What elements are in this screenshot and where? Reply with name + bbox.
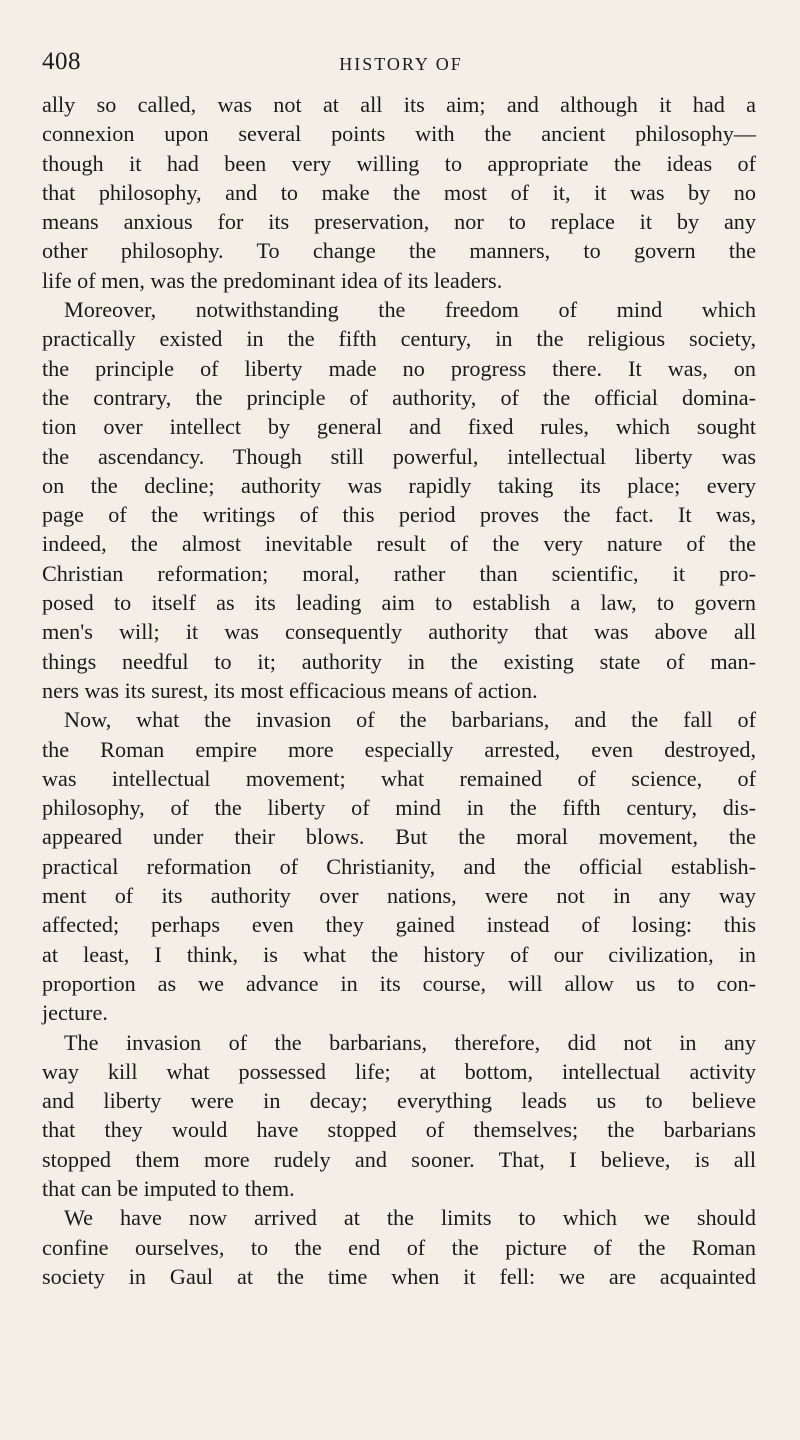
text-line: affected; perhaps even they gained instead of losing: this — [42, 912, 756, 938]
text-line: was intellectual movement; what remained of science, of — [42, 765, 756, 791]
text-line: other philosophy. To change the manners, to govern the — [42, 238, 756, 264]
text-line: means anxious for its preservation, nor to replace it by any — [42, 209, 756, 235]
text-line: practically existed in the fifth century, in the religious society, — [42, 326, 756, 352]
text-line: that philosophy, and to make the most of it, it was by no — [42, 179, 756, 205]
text-line: life of men, was the predominant idea of its leaders. — [42, 267, 503, 293]
text-line: jecture. — [42, 1000, 108, 1026]
running-head: HISTORY OF — [339, 54, 463, 74]
text-line: Moreover, notwithstanding the freedom of mind which — [64, 297, 756, 323]
text-line: Christian reformation; moral, rather than scientific, it pro- — [42, 560, 756, 586]
text-line: The invasion of the barbarians, therefore, did not in any — [64, 1029, 756, 1055]
page-header — [42, 48, 760, 78]
text-line: stopped them more rudely and sooner. That, I believe, is all — [42, 1146, 756, 1172]
text-line: Now, what the invasion of the barbarians, and the fall of — [64, 707, 756, 733]
text-line: the ascendancy. Though still powerful, intellectual liberty was — [42, 443, 756, 469]
text-line: appeared under their blows. But the moral movement, the — [42, 824, 756, 850]
text-line: tion over intellect by general and fixed rules, which sought — [42, 414, 756, 440]
text-line: ment of its authority over nations, were not in any way — [42, 883, 756, 909]
text-line: society in Gaul at the time when it fell: we are acquainted — [42, 1263, 756, 1289]
text-line: men's will; it was consequently authority that was above all — [42, 619, 756, 645]
text-line: page of the writings of this period proves the fact. It was, — [42, 502, 756, 528]
text-line: the principle of liberty made no progress there. It was, on — [42, 355, 756, 381]
text-line: things needful to it; authority in the existing state of man- — [42, 648, 756, 674]
text-line: connexion upon several points with the ancient philosophy— — [42, 121, 756, 147]
text-line: though it had been very willing to appropriate the ideas of — [42, 150, 756, 176]
text-line: ners was its surest, its most efficacious means of action. — [42, 677, 538, 703]
text-line: practical reformation of Christianity, and the official establish- — [42, 853, 756, 879]
text-line: the contrary, the principle of authority, of the official domina- — [42, 384, 756, 410]
text-line: indeed, the almost inevitable result of the very nature of the — [42, 531, 756, 557]
text-line: ally so called, was not at all its aim; and although it had a — [42, 92, 756, 117]
text-line: proportion as we advance in its course, will allow us to con- — [42, 970, 756, 996]
text-line: at least, I think, is what the history of our civilization, in — [42, 941, 756, 967]
text-line: way kill what possessed life; at bottom, intellectual activity — [42, 1058, 756, 1084]
text-line: the Roman empire more especially arrested, even destroyed, — [42, 736, 756, 762]
page-number: 408 — [42, 48, 81, 75]
text-line: that they would have stopped of themselves; the barbarians — [42, 1117, 756, 1143]
text-line: on the decline; authority was rapidly taking its place; every — [42, 472, 756, 498]
text-line: We have now arrived at the limits to which we should — [64, 1205, 756, 1231]
body-text — [42, 90, 756, 1291]
text-line: and liberty were in decay; everything leads us to believe — [42, 1088, 756, 1114]
text-line: philosophy, of the liberty of mind in the fifth century, dis- — [42, 795, 756, 821]
text-line: posed to itself as its leading aim to establish a law, to govern — [42, 590, 756, 616]
text-line: that can be imputed to them. — [42, 1175, 295, 1201]
text-line: confine ourselves, to the end of the picture of the Roman — [42, 1234, 756, 1260]
